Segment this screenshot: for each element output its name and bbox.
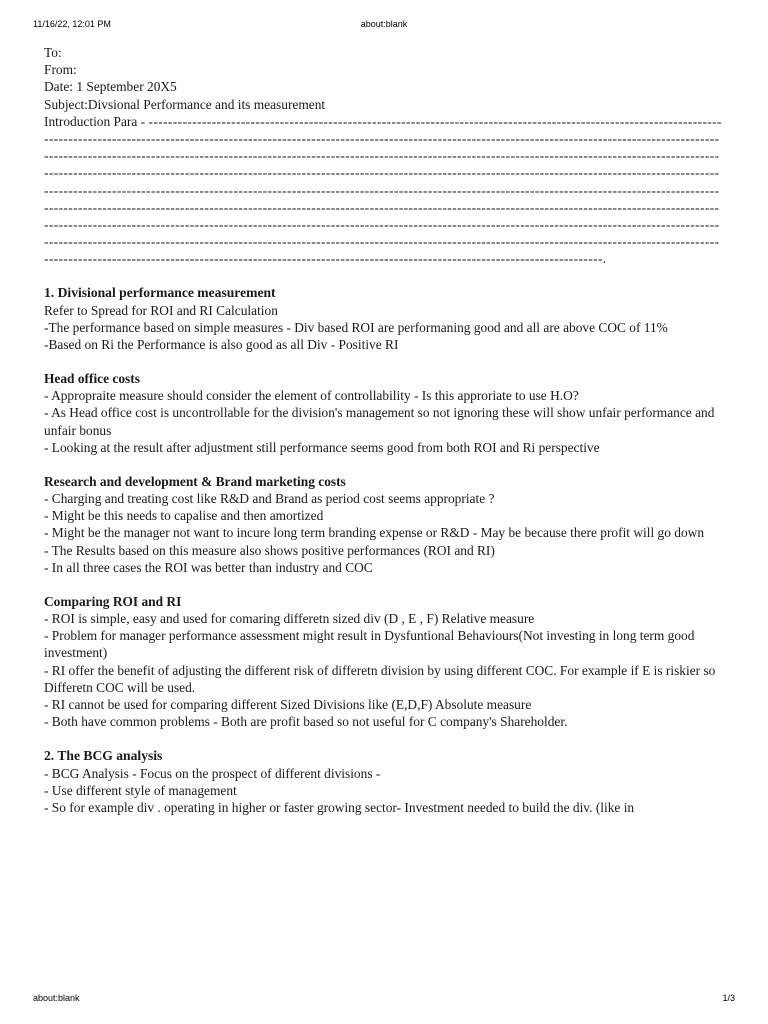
compare-line-2: - Problem for manager performance assessment might result in Dysfuntional Behaviours(Not investing in long term good investment) [44, 628, 695, 661]
memo-subject: Subject:Divsional Performance and its measurement [44, 96, 326, 112]
intro-paragraph [44, 113, 724, 268]
print-datetime: 11/16/22, 12:01 PM [33, 19, 111, 29]
print-url: about:blank [360, 19, 408, 29]
compare-heading: Comparing ROI and RI [44, 594, 182, 610]
memo-header [44, 44, 724, 113]
rd-brand-line-4: - The Results based on this measure also shows positive performances (ROI and RI) [44, 542, 495, 558]
section1-p1: -The performance based on simple measures - Div based ROI are performaning good and all are above COC of 11% [44, 319, 668, 335]
head-office-line-2: - As Head office cost is uncontrollable for the division's management so not ignoring these will show unfair performance and unfair bonus [44, 405, 715, 438]
print-header [0, 19, 768, 31]
intro-dashes: ------------------------------------------------------------------------------------------------------------------------------------------------------------------------------------------------------------------------------------------------------------------------------------------------------------------------------------------------------------------------------------------------------------------------------------------------------------------------------------------------------------------------------------------------------------------------------------------------------------------------------------------------------------------------------------------------------------------------------------------------------------------------------------------------------------------------------------------------------------------------------------------------------------------------------------------------------------------------------------------------------------------------------------------------------------------------------------------------------------------------------------------------------------------------------------------------------------------------------------------------------. [44, 113, 722, 267]
rd-brand-heading: Research and development & Brand marketing costs [44, 474, 346, 490]
section2-line-2: - Use different style of management [44, 782, 237, 798]
footer-url: about:blank [33, 993, 80, 1003]
rd-brand-line-2: - Might be this needs to capalise and then amortized [44, 508, 324, 524]
page-number: 1/3 [722, 993, 735, 1003]
rd-brand-line-5: - In all three cases the ROI was better than industry and COC [44, 559, 373, 575]
rd-brand-line-3: - Might be the manager not want to incure long term branding expense or R&D - May be because there profit will go down [44, 525, 705, 541]
memo-from: From: [44, 62, 77, 78]
compare-line-4: - RI cannot be used for comparing different Sized Divisions like (E,D,F) Absolute measure [44, 697, 532, 713]
section2-line-3: - So for example div . operating in higher or faster growing sector- Investment needed to build the div. (like in [44, 799, 635, 815]
memo-to: To: [44, 45, 62, 60]
section1-heading: 1. Divisional performance measurement [44, 284, 276, 300]
compare-line-5: - Both have common problems - Both are profit based so not useful for C company's Shareholder. [44, 714, 568, 730]
document-body [44, 44, 724, 816]
head-office-line-1: - Appropraite measure should consider the element of controllability - Is this approriate to use H.O? [44, 388, 579, 404]
section2-heading: 2. The BCG analysis [44, 747, 163, 763]
compare-line-1: - ROI is simple, easy and used for comaring differetn sized div (D , E , F) Relative measure [44, 611, 535, 627]
compare-line-3: - RI offer the benefit of adjusting the different risk of differetn division by using different COC. For example if E is riskier so Differetn COC will be used. [44, 662, 716, 695]
head-office-heading: Head office costs [44, 371, 140, 387]
section1-p2: -Based on Ri the Performance is also good as all Div - Positive RI [44, 337, 399, 353]
section2-line-1: - BCG Analysis - Focus on the prospect of different divisions - [44, 765, 381, 781]
head-office-line-3: - Looking at the result after adjustment still performance seems good from both ROI and Ri perspective [44, 439, 600, 455]
section1-refer: Refer to Spread for ROI and RI Calculation [44, 302, 278, 318]
print-footer [0, 993, 768, 1005]
memo-date: Date: 1 September 20X5 [44, 79, 177, 95]
rd-brand-line-1: - Charging and treating cost like R&D and Brand as period cost seems appropriate ? [44, 491, 495, 507]
intro-lead: Introduction Para - [44, 113, 149, 129]
